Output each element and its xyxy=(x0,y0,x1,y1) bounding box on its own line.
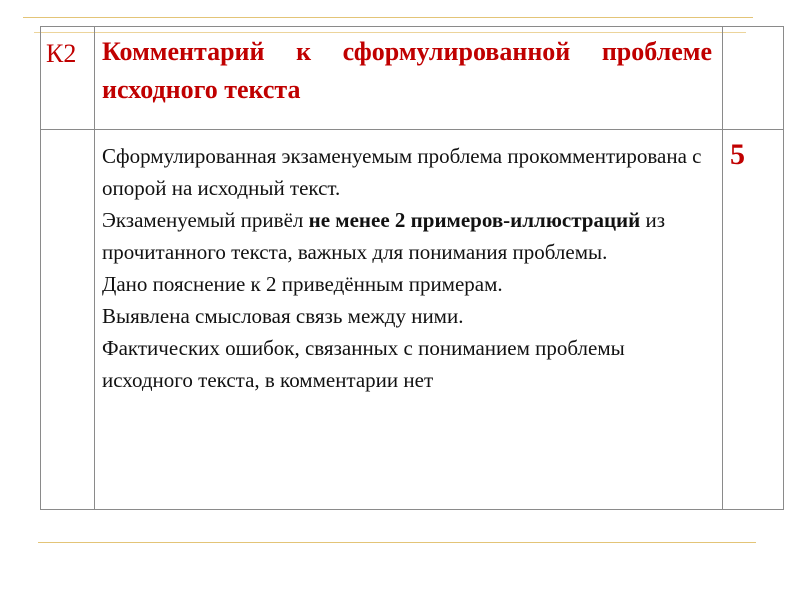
criterion-title: Комментарий к сформулированной проблеме исходного текста xyxy=(102,37,712,104)
description-line-2 xyxy=(102,204,714,268)
top-decorative-rule xyxy=(23,17,753,18)
description-row xyxy=(41,130,784,510)
code-cell xyxy=(41,27,95,130)
criterion-code: К2 xyxy=(46,39,77,68)
description-line-3: Дано пояснение к 2 приведённым примерам. xyxy=(102,272,503,296)
header-row xyxy=(41,27,784,130)
score-cell xyxy=(723,130,784,510)
description-line-2-prefix: Экзаменуемый привёл xyxy=(102,208,309,232)
criteria-table xyxy=(40,26,784,510)
description-line-2-emphasis: не менее 2 примеров-иллюстраций xyxy=(308,208,641,232)
header-score-cell xyxy=(723,27,784,130)
empty-code-cell xyxy=(41,130,95,510)
description-line-2-suffix: из прочитанного текста, важных для понимания проблемы. xyxy=(102,208,666,264)
description-cell xyxy=(95,130,723,510)
bottom-decorative-rule xyxy=(38,542,756,543)
description-line-4: Выявлена смысловая связь между ними. xyxy=(102,304,464,328)
criterion-score: 5 xyxy=(730,138,745,171)
description-line-1: Сформулированная экзаменуемым проблема прокомментирована с опорой на исходный текст. xyxy=(102,144,702,200)
title-cell xyxy=(95,27,723,130)
description-text xyxy=(95,130,722,396)
description-line-5: Фактических ошибок, связанных с пониманием проблемы исходного текста, в комментарии нет xyxy=(102,336,625,392)
